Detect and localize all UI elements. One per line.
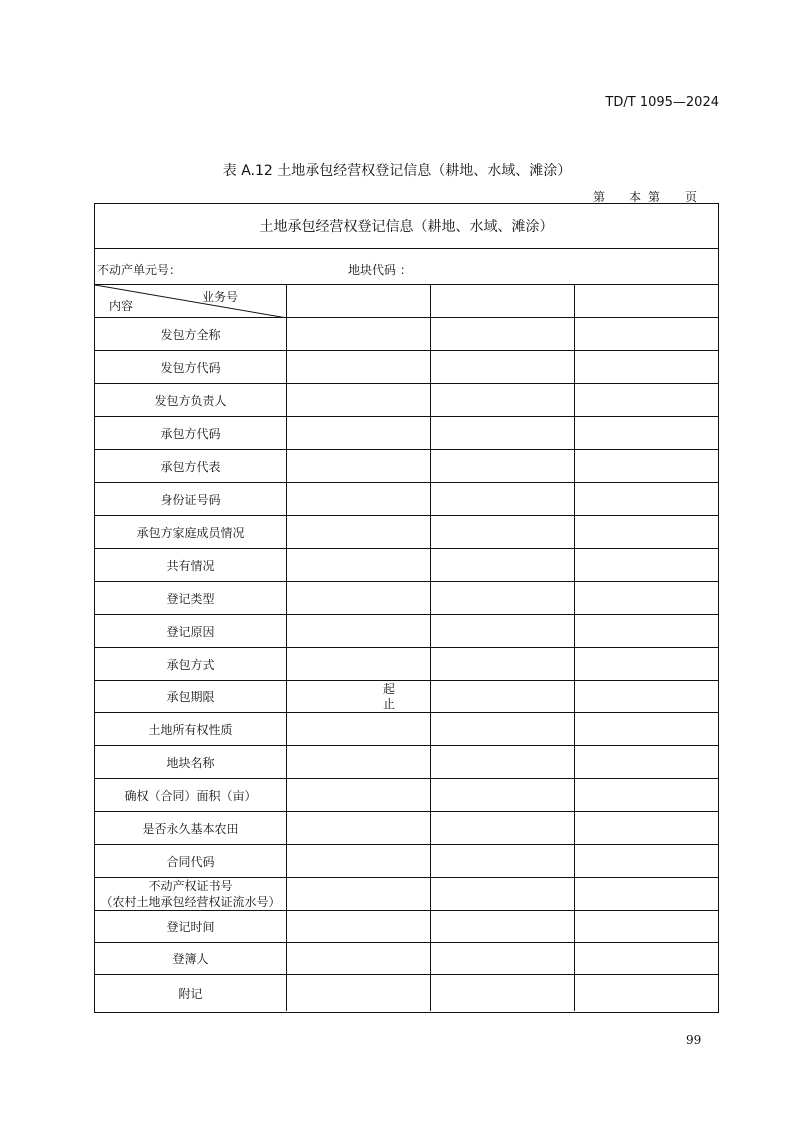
row-label: 确权（合同）面积（亩） — [95, 779, 287, 811]
page-indicator-text: 第 — [593, 190, 606, 204]
value-cell[interactable] — [575, 384, 720, 416]
table-row — [95, 845, 718, 878]
value-cell[interactable] — [287, 812, 431, 844]
value-cell[interactable] — [287, 450, 431, 482]
value-cell[interactable] — [287, 975, 431, 1011]
row-label: 身份证号码 — [95, 483, 287, 515]
row-label: 共有情况 — [95, 549, 287, 581]
value-cell[interactable] — [431, 713, 575, 745]
value-cell[interactable] — [287, 713, 431, 745]
business-number-cell[interactable] — [287, 285, 431, 317]
value-cell[interactable] — [575, 648, 720, 680]
value-cell[interactable] — [431, 943, 575, 974]
row-label-certificate — [95, 878, 287, 910]
table-row — [95, 450, 718, 483]
value-cell[interactable] — [431, 582, 575, 614]
table-row — [95, 943, 718, 975]
table-row — [95, 615, 718, 648]
table-row — [95, 483, 718, 516]
value-cell[interactable] — [431, 746, 575, 778]
table-title: 土地承包经营权登记信息（耕地、水域、滩涂） — [259, 219, 554, 235]
row-label: 承包期限 — [95, 681, 287, 712]
certificate-label — [100, 878, 280, 910]
table-row — [95, 549, 718, 582]
value-cell[interactable] — [287, 516, 431, 548]
row-label: 发包方负责人 — [95, 384, 287, 416]
row-label: 承包方式 — [95, 648, 287, 680]
business-number-cell[interactable] — [431, 285, 575, 317]
diagonal-header-cell — [95, 285, 287, 317]
value-cell[interactable] — [287, 483, 431, 515]
value-cell[interactable] — [287, 648, 431, 680]
table-row — [95, 746, 718, 779]
table-row-certificate — [95, 878, 718, 911]
value-cell[interactable] — [575, 681, 720, 712]
row-label: 发包方全称 — [95, 318, 287, 350]
value-cell[interactable] — [575, 911, 720, 942]
value-cell[interactable] — [575, 615, 720, 647]
value-cell[interactable] — [575, 318, 720, 350]
value-cell[interactable] — [431, 384, 575, 416]
value-cell[interactable] — [431, 911, 575, 942]
value-cell[interactable] — [287, 549, 431, 581]
value-cell[interactable] — [287, 779, 431, 811]
value-cell[interactable] — [431, 975, 575, 1011]
row-label: 承包方家庭成员情况 — [95, 516, 287, 548]
value-cell[interactable] — [575, 516, 720, 548]
value-cell[interactable] — [287, 845, 431, 877]
value-cell[interactable] — [575, 417, 720, 449]
content-label: 内容 — [109, 299, 134, 313]
row-label: 承包方代表 — [95, 450, 287, 482]
value-cell[interactable] — [575, 582, 720, 614]
table-row — [95, 384, 718, 417]
table-row — [95, 417, 718, 450]
table-row — [95, 351, 718, 384]
value-cell[interactable] — [287, 318, 431, 350]
term-start-end — [383, 682, 395, 712]
value-cell[interactable] — [287, 943, 431, 974]
business-number-cell[interactable] — [575, 285, 720, 317]
value-cell[interactable] — [575, 549, 720, 581]
parcel-code-label: 地块代码 ： — [348, 263, 412, 277]
value-cell[interactable] — [431, 615, 575, 647]
row-label: 地块名称 — [95, 746, 287, 778]
table-row — [95, 648, 718, 681]
value-cell[interactable] — [575, 483, 720, 515]
value-cell[interactable] — [287, 351, 431, 383]
value-cell[interactable] — [575, 746, 720, 778]
row-label: 是否永久基本农田 — [95, 812, 287, 844]
value-cell[interactable] — [575, 812, 720, 844]
value-cell[interactable] — [287, 582, 431, 614]
value-cell[interactable] — [431, 812, 575, 844]
header-row — [95, 285, 718, 318]
value-cell[interactable] — [287, 615, 431, 647]
value-cell[interactable] — [431, 450, 575, 482]
term-start-label: 起 — [383, 682, 396, 696]
row-label: 合同代码 — [95, 845, 287, 877]
unit-info-row — [95, 249, 718, 285]
row-label: 登记原因 — [95, 615, 287, 647]
value-cell[interactable] — [575, 713, 720, 745]
value-cell[interactable] — [575, 975, 720, 1011]
term-cell[interactable] — [287, 681, 431, 712]
value-cell[interactable] — [575, 779, 720, 811]
page-indicator — [593, 188, 703, 204]
table-row — [95, 911, 718, 943]
value-cell[interactable] — [431, 351, 575, 383]
page-indicator-text: 页 — [685, 190, 698, 204]
table-row — [95, 713, 718, 746]
table-row — [95, 516, 718, 549]
table-row — [95, 975, 718, 1011]
value-cell[interactable] — [431, 648, 575, 680]
table-title-row — [95, 204, 718, 249]
value-cell[interactable] — [575, 450, 720, 482]
value-cell[interactable] — [431, 516, 575, 548]
value-cell[interactable] — [287, 746, 431, 778]
certificate-label-line: 不动产权证书号 — [148, 879, 233, 893]
value-cell[interactable] — [431, 779, 575, 811]
row-label: 附记 — [95, 975, 287, 1011]
value-cell[interactable] — [287, 878, 431, 910]
unit-number-label: 不动产单元号： — [97, 263, 182, 277]
value-cell[interactable] — [431, 549, 575, 581]
value-cell[interactable] — [575, 878, 720, 910]
table-row — [95, 318, 718, 351]
value-cell[interactable] — [431, 483, 575, 515]
registration-table — [94, 203, 719, 1013]
value-cell[interactable] — [575, 943, 720, 974]
table-row-term — [95, 681, 718, 713]
page-indicator-text: 本 — [629, 190, 642, 204]
value-cell[interactable] — [287, 417, 431, 449]
page-indicator-text: 第 — [648, 190, 661, 204]
document-code: TD/T 1095—2024 — [605, 95, 719, 110]
value-cell[interactable] — [431, 845, 575, 877]
term-end-label: 止 — [383, 697, 396, 711]
table-row — [95, 812, 718, 845]
page-number: 99 — [686, 1033, 702, 1047]
business-number-label: 业务号 — [201, 290, 238, 304]
table-row — [95, 779, 718, 812]
value-cell[interactable] — [431, 878, 575, 910]
value-cell[interactable] — [431, 417, 575, 449]
certificate-label-line: （农村土地承包经营权证流水号） — [100, 895, 281, 909]
row-label: 登记类型 — [95, 582, 287, 614]
value-cell[interactable] — [431, 681, 575, 712]
value-cell[interactable] — [287, 911, 431, 942]
value-cell[interactable] — [575, 845, 720, 877]
row-label: 登记时间 — [95, 911, 287, 942]
value-cell[interactable] — [575, 351, 720, 383]
row-label: 承包方代码 — [95, 417, 287, 449]
table-row — [95, 582, 718, 615]
value-cell[interactable] — [287, 384, 431, 416]
row-label: 土地所有权性质 — [95, 713, 287, 745]
table-caption: 表 A.12 土地承包经营权登记信息（耕地、水域、滩涂） — [222, 163, 572, 179]
row-label: 发包方代码 — [95, 351, 287, 383]
value-cell[interactable] — [431, 318, 575, 350]
row-label: 登簿人 — [95, 943, 287, 974]
